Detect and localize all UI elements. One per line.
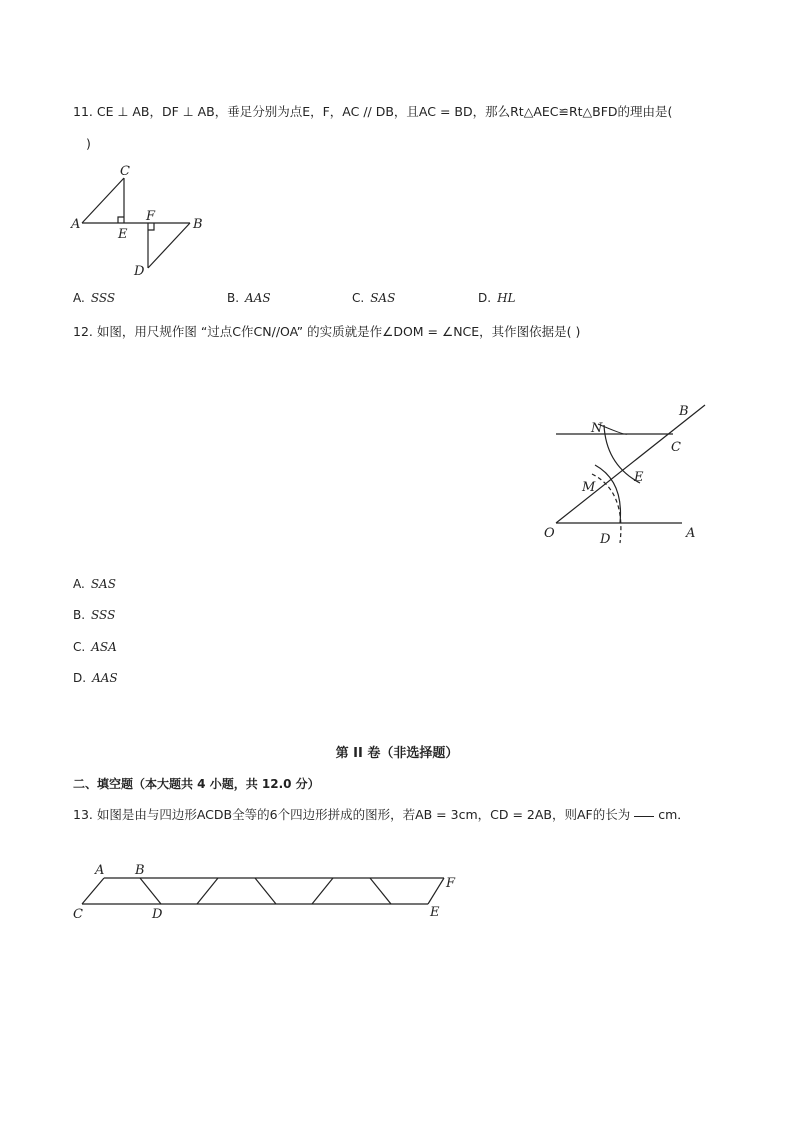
- option-value: SSS: [90, 291, 116, 305]
- option-value: HL: [497, 291, 516, 305]
- q11-option-a[interactable]: [73, 291, 115, 305]
- q11-label-e: E: [118, 227, 128, 242]
- option-letter: D.: [73, 671, 87, 685]
- q12-option-a[interactable]: [73, 577, 116, 591]
- q12-label-e: E: [634, 470, 644, 485]
- q11-label-b: B: [193, 217, 203, 232]
- q11-option-b[interactable]: [227, 291, 271, 305]
- option-letter: A.: [73, 577, 85, 591]
- q11-label-a: A: [71, 217, 81, 232]
- q12-label-b: B: [679, 404, 689, 419]
- q12-label-m: M: [582, 480, 596, 495]
- q13-label-b: B: [135, 863, 145, 878]
- q13-label-e: E: [430, 905, 440, 920]
- option-value: SAS: [370, 291, 396, 305]
- part-title: 二、填空题（本大题共 4 小题，共 12.0 分）: [73, 777, 320, 791]
- q11-label-f: F: [146, 209, 156, 224]
- q11-text-line2: ): [86, 136, 91, 151]
- q13-text-after: cm．: [658, 807, 690, 822]
- q12-option-c[interactable]: [73, 640, 117, 654]
- q13-text: [73, 805, 690, 825]
- q12-figure: [540, 395, 720, 550]
- q13-label-f: F: [446, 876, 456, 891]
- q12-label-o: O: [544, 526, 555, 541]
- option-value: AAS: [245, 291, 271, 305]
- option-letter: B.: [227, 291, 240, 305]
- answer-blank[interactable]: [634, 816, 654, 817]
- option-letter: D.: [478, 291, 492, 305]
- q11-label-c: C: [120, 164, 130, 179]
- section-title: 第 II 卷（非选择题）: [335, 746, 459, 761]
- option-letter: C.: [352, 291, 365, 305]
- q12-label-d: D: [600, 532, 611, 547]
- q12-label-a: A: [686, 526, 696, 541]
- option-value: AAS: [92, 671, 118, 685]
- q12-label-n: N: [591, 421, 603, 436]
- q12-option-b[interactable]: [73, 608, 115, 622]
- q13-label-a: A: [95, 863, 105, 878]
- q11-option-d[interactable]: [478, 291, 516, 305]
- q12-label-c: C: [671, 440, 681, 455]
- q11-text-line1: 11. CE ⊥ AB，DF ⊥ AB，垂足分别为点E，F，AC // DB，且AC = BD，那么Rt△AEC≌Rt△BFD的理由是(: [73, 104, 673, 119]
- option-letter: A.: [73, 291, 85, 305]
- option-value: ASA: [91, 640, 117, 654]
- option-value: SSS: [91, 608, 116, 622]
- q11-figure: [68, 160, 218, 280]
- option-letter: B.: [73, 608, 86, 622]
- q13-figure: [68, 860, 458, 928]
- option-letter: C.: [73, 640, 86, 654]
- q11-label-d: D: [134, 264, 145, 279]
- q13-text-before: 13. 如图是由与四边形ACDB全等的6个四边形拼成的图形，若AB = 3cm，CD = 2AB，则AF的长为: [73, 807, 631, 822]
- q12-text: 12. 如图，用尺规作图 “过点C作CN//OA” 的实质就是作∠DOM = ∠NCE，其作图依据是( ): [73, 324, 581, 339]
- q11-option-c[interactable]: [352, 291, 395, 305]
- option-value: SAS: [90, 577, 116, 591]
- q13-label-c: C: [73, 907, 83, 922]
- q13-label-d: D: [152, 907, 163, 922]
- q12-option-d[interactable]: [73, 671, 118, 685]
